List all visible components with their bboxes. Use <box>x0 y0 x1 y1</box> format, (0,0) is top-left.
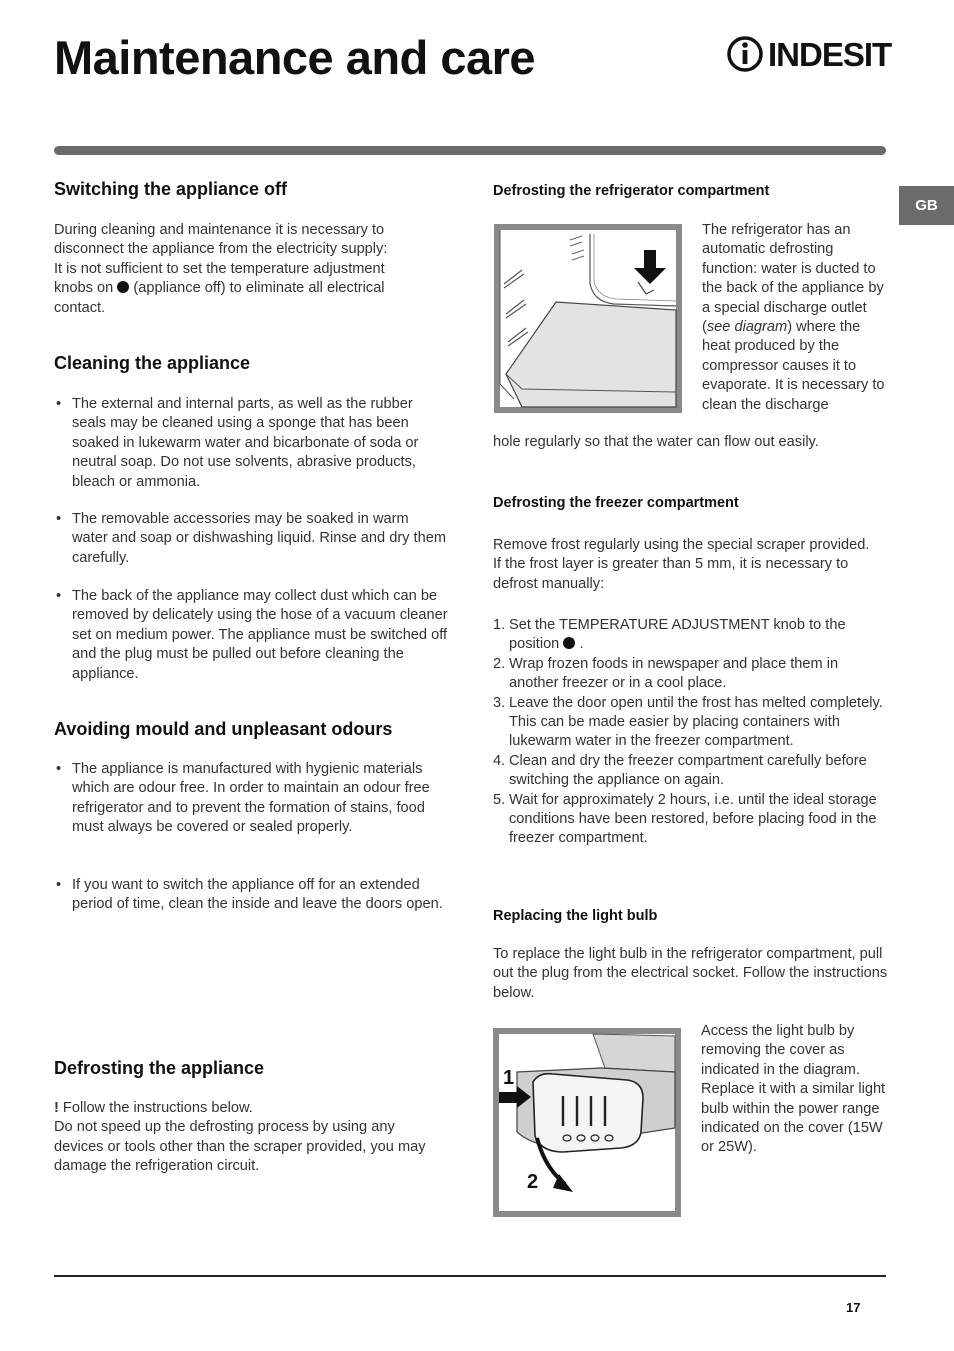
light-bulb-diagram <box>493 1028 681 1217</box>
indesit-logo-icon <box>726 33 766 75</box>
cleaning-bullet: • The removable accessories may be soaked in warm water and soap or dishwashing liquid. Rinse and dry them carefully. <box>54 510 448 568</box>
off-position-icon <box>117 281 129 293</box>
light-bulb-side-text: Access the light bulb by removing the cover as indicated in the diagram. Replace it with a similar light bulb within the power range indicated on the cover (15W or 25W). <box>701 1023 886 1156</box>
list-item: 1. Set the TEMPERATURE ADJUSTMENT knob to the position . <box>493 617 846 653</box>
list-item: 2. Wrap frozen foods in newspaper and place them in another freezer or in a cool place. <box>493 655 839 692</box>
light-bulb-heading: Replacing the light bulb <box>493 908 658 924</box>
light-bulb-intro: To replace the light bulb in the refrigerator compartment, pull out the plug from the electrical socket. Follow the instructions below. <box>493 946 888 1001</box>
freezer-intro: Remove frost regularly using the special scraper provided. If the frost layer is greater than 5 mm, it is necessary to defrost manually: <box>493 537 870 592</box>
indesit-logo <box>726 33 892 75</box>
freezer-steps <box>493 616 888 849</box>
brand-name: INDESIT <box>768 36 892 73</box>
defrost-heading: Defrosting the appliance <box>54 1058 265 1078</box>
cleaning-bullet: • The external and internal parts, as well as the rubber seals may be cleaned using a sponge that has been soaked in lukewarm water and bicarbonate of soda or neutral soap. Do not use solvents, abrasive products, bleach or ammonia. <box>54 395 448 492</box>
mould-heading: Avoiding mould and unpleasant odours <box>54 719 393 739</box>
page-number: 17 <box>846 1300 861 1315</box>
language-tab: GB <box>899 186 954 225</box>
defrost-text: ! Follow the instructions below. Do not speed up the defrosting process by using any devices or tools other than the scraper provided, you may damage the refrigeration circuit. <box>54 1100 426 1175</box>
fridge-defrost-text-end: hole regularly so that the water can flow out easily. <box>493 434 819 450</box>
header-rule <box>54 146 886 155</box>
switching-heading: Switching the appliance off <box>54 179 288 199</box>
off-position-icon <box>563 637 575 649</box>
fridge-drain-diagram <box>494 224 682 413</box>
fridge-defrost-heading: Defrosting the refrigerator compartment <box>493 183 770 199</box>
cleaning-bullet: • The back of the appliance may collect dust which can be removed by delicately using the hose of a vacuum cleaner set on medium power. The appliance must be switched off and the plug must be pulled out before cleaning the appliance. <box>54 587 448 684</box>
freezer-defrost-heading: Defrosting the freezer compartment <box>493 495 739 511</box>
mould-bullet: • The appliance is manufactured with hygienic materials which are odour free. In order to maintain an odour free refrigerator and to prevent the formation of stains, food must always be covered or sealed properly. <box>54 760 448 838</box>
step-label-2: 2 <box>527 1171 539 1193</box>
switching-text: During cleaning and maintenance it is necessary to disconnect the appliance from the electricity supply: It is not sufficient to set the temperature adjustment knobs on (appliance off) to eliminate all electrical contact. <box>54 222 388 316</box>
list-item: 4. Clean and dry the freezer compartment carefully before switching the appliance on again. <box>493 752 867 789</box>
warning-mark: ! <box>54 1100 59 1116</box>
fridge-defrost-side-text: The refrigerator has an automatic defrosting function: water is ducted to the back of the appliance by a special discharge outlet (see diagram) where the heat produced by the compressor causes it to evaporate. It is necessary to clean the discharge <box>702 222 885 413</box>
footer-rule <box>54 1275 886 1277</box>
cleaning-heading: Cleaning the appliance <box>54 353 251 373</box>
list-item: 5. Wait for approximately 2 hours, i.e. until the ideal storage conditions have been restored, before placing food in the freezer compartment. <box>493 791 877 847</box>
page-title: Maintenance and care <box>54 31 536 84</box>
mould-bullet: • If you want to switch the appliance off for an extended period of time, clean the inside and leave the doors open. <box>54 876 448 915</box>
step-label-1: 1 <box>503 1067 515 1089</box>
list-item: 3. Leave the door open until the frost has melted completely. This can be made easier by placing containers with lukewarm water in the freezer compartment. <box>493 694 883 750</box>
